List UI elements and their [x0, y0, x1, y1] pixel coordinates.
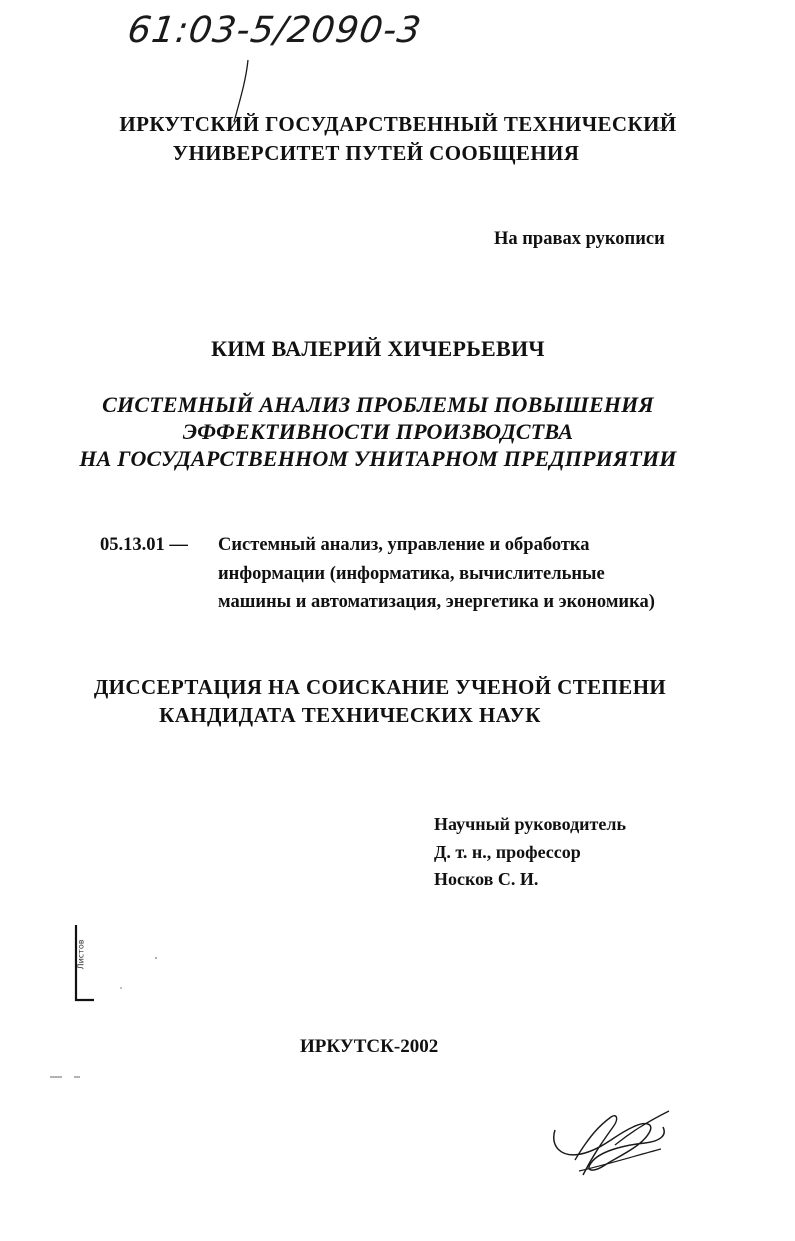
specialty-line-1: Системный анализ, управление и обработка: [218, 535, 590, 555]
supervisor-name: Носков С. И.: [434, 869, 539, 889]
specialty-code: 05.13.01 —: [100, 535, 188, 555]
degree-line-1: ДИССЕРТАЦИЯ НА СОИСКАНИЕ УЧЕНОЙ СТЕПЕНИ: [93, 675, 667, 699]
specialty-line-3: машины и автоматизация, энергетика и экономика): [218, 592, 655, 612]
degree-line-2: КАНДИДАТА ТЕХНИЧЕСКИХ НАУК: [159, 703, 541, 727]
specialty-line-2: информации (информатика, вычислительные: [218, 564, 605, 584]
archive-number: 61:03-5/2090-3: [125, 10, 425, 51]
institution-line-1: ИРКУТСКИЙ ГОСУДАРСТВЕННЫЙ ТЕХНИЧЕСКИЙ: [119, 112, 677, 136]
title-line-1: СИСТЕМНЫЙ АНАЛИЗ ПРОБЛЕМЫ ПОВЫШЕНИЯ: [102, 392, 654, 417]
supervisor-degree: Д. т. н., профессор: [434, 842, 581, 862]
rights-note: На правах рукописи: [494, 229, 665, 249]
margin-stamp-label: Листов: [76, 939, 86, 970]
archive-number-stroke: [230, 60, 260, 130]
supervisor-role: Научный руководитель: [434, 814, 626, 834]
title-line-3: НА ГОСУДАРСТВЕННОМ УНИТАРНОМ ПРЕДПРИЯТИИ: [79, 446, 677, 471]
institution-line-2: УНИВЕРСИТЕТ ПУТЕЙ СООБЩЕНИЯ: [172, 141, 580, 165]
signature: [545, 1105, 685, 1185]
author-name: КИМ ВАЛЕРИЙ ХИЧЕРЬЕВИЧ: [211, 336, 545, 361]
title-line-2: ЭФФЕКТИВНОСТИ ПРОИЗВОДСТВА: [182, 419, 574, 444]
city-year: ИРКУТСК-2002: [300, 1036, 439, 1057]
